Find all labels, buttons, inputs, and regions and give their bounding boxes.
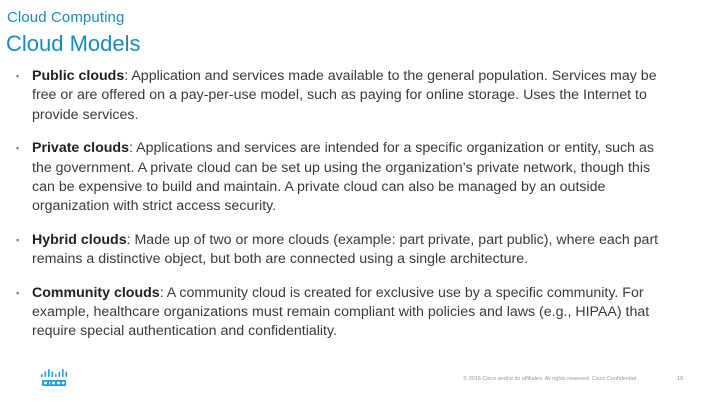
bullet-term: Public clouds (32, 68, 125, 84)
copyright-text: © 2016 Cisco and/or its affiliates. All rights reserved. Cisco Confidential (463, 376, 637, 382)
bullet-marker: ▪ (16, 143, 20, 154)
bullet-item-hybrid-clouds (16, 231, 666, 270)
bullet-text: : A community cloud is created for exclusive use by a specific community. For example, healthcare organizations must remain compliant with policies and laws (e.g., HIPAA) that require special authentication and confidentiality. (32, 284, 650, 340)
bullet-term: Community clouds (32, 284, 160, 301)
bullet-marker: ▪ (16, 287, 20, 298)
bullet-item-community-clouds (16, 284, 666, 342)
bullet-text: : Made up of two or more clouds (example: part private, part public), where each part remains a distinctive object, but both are connected using a single architecture. (32, 231, 659, 268)
cisco-logo-icon (40, 368, 68, 388)
bullet-marker: ▪ (16, 234, 20, 245)
bullet-term: Hybrid clouds (32, 231, 127, 248)
bullet-item-public-clouds (16, 67, 666, 125)
bullet-marker: ▪ (16, 71, 20, 81)
page-title: Cloud Models (6, 31, 141, 56)
bullet-item-private-clouds (16, 139, 666, 217)
bullet-text: : Application and services made available to the general population. Services may be free or are offered on a pay-per-use model, such as paying for online storage. Uses the Internet to provide services. (32, 68, 657, 123)
bullet-list (16, 67, 666, 356)
section-title: Cloud Computing (7, 9, 125, 26)
bullet-text: : Applications and services are intended for a specific organization or entity, such as the government. A private cloud can be set up using the organization’s private network, though this can be expensive to build and maintain. A private cloud can also be managed by an outside organization with strict access security. (32, 140, 654, 215)
page-number: 18 (677, 376, 684, 382)
bullet-term: Private clouds (32, 140, 129, 157)
